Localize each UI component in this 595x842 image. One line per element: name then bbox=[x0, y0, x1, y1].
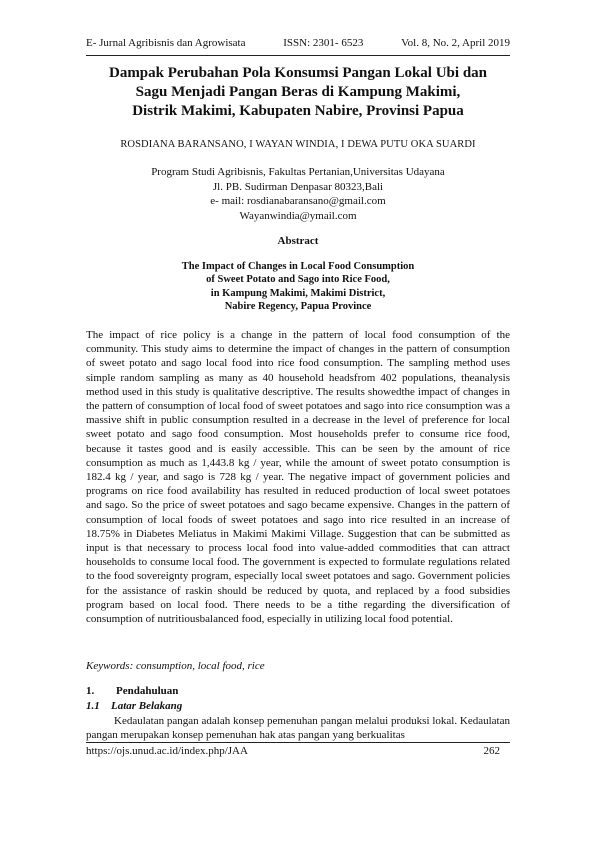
body-paragraph: Kedaulatan pangan adalah konsep pemenuhan pangan melalui produksi lokal. Kedaulatan pangan merupakan konsep pemenuhan hak atas pangan yang berkualitas bbox=[86, 715, 510, 741]
address-line: Jl. PB. Sudirman Denpasar 80323,Bali bbox=[212, 180, 384, 193]
title-line: Distrik Makimi, Kabupaten Nabire, Provinsi Papua bbox=[132, 103, 464, 119]
running-header bbox=[86, 37, 510, 49]
page-number: 262 bbox=[483, 745, 500, 757]
english-title-line: in Kampung Makimi, Makimi District, bbox=[210, 287, 386, 299]
english-title-line: of Sweet Potato and Sago into Rice Food, bbox=[206, 274, 390, 286]
title-line: Sagu Menjadi Pangan Beras di Kampung Makimi, bbox=[135, 84, 461, 100]
section-title: Pendahuluan bbox=[116, 685, 179, 697]
journal-name: E- Jurnal Agribisnis dan Agrowisata bbox=[86, 37, 246, 49]
email-line: Wayanwindia@ymail.com bbox=[239, 209, 357, 222]
subsection-heading bbox=[86, 700, 510, 712]
paper-title bbox=[86, 64, 510, 121]
english-title bbox=[86, 260, 510, 313]
subsection-number: 1.1 bbox=[86, 700, 100, 712]
section-number: 1. bbox=[86, 685, 95, 697]
page-footer bbox=[86, 745, 510, 757]
section-heading bbox=[86, 685, 510, 697]
email-line: e- mail: rosdianabaransano@gmail.com bbox=[210, 195, 386, 207]
english-title-line: Nabire Regency, Papua Province bbox=[224, 300, 372, 312]
author-list: ROSDIANA BARANSANO, I WAYAN WINDIA, I DEWA PUTU OKA SUARDI bbox=[120, 139, 476, 150]
journal-url: https://ojs.unud.ac.id/index.php/JAA bbox=[86, 745, 248, 757]
title-line: Dampak Perubahan Pola Konsumsi Pangan Lokal Ubi dan bbox=[108, 65, 488, 81]
footer-rule bbox=[86, 742, 510, 743]
english-title-line: The Impact of Changes in Local Food Consumption bbox=[181, 261, 415, 272]
affiliation-line: Program Studi Agribisnis, Fakultas Pertanian,Universitas Udayana bbox=[151, 166, 445, 178]
keywords: Keywords: consumption, local food, rice bbox=[86, 660, 265, 672]
affiliation-block bbox=[86, 165, 510, 223]
subsection-title: Latar Belakang bbox=[111, 700, 183, 712]
header-rule bbox=[86, 55, 510, 56]
abstract-body: The impact of rice policy is a change in the pattern of local food consumption of the community. This study aims to determine the impact of changes in the pattern of consumption of sweet potato and sago local food into rice food consumption. The sampling method uses simple random sampling as many as 40 household headsfrom 402 populations, theanalysis method used in this study is qualitative descriptive. The results showedthe impact of changes in the pattern of consumption of local food of sweet potatoes and sago into rice consumption was a massive shift in public consumption resulted in a decrease in the level of preference for local sweet potato and sago food consumption. Most households prefer to consume rice food, because it tastes good and is easily accessible. This can be seen by the amount of rice consumption as much as 1,443.8 kg / year, while the amount of sweet potato consumption is 182.4 kg / year, and sago is 728 kg / year. The negative impact of government policies and programs on rice food availability has resulted in reduced production of local sweet potatoes and sago. So the price of sweet potatoes and sago became expensive. Changes in the pattern of consumption of local foods of sweet potatoes and sago into rice resulted in an increase of 18.75% in Diabetes Meliatus in Makimi Makimi Village. Suggestion that can be submitted as input is that necessary to process local food into value-added commodities that can attract households to consume local food. The government is expected to formulate regulations related to the food sovereignty program, especially local sweet potatoes and sago. Government policies for the assistance of raskin should be reduced by quota, and replaced by a food subsidies program based on local food. There needs to be a tithe regarding the diversification of consumption of nutritiousbalanced food, especially in utilizing local food potential. bbox=[86, 329, 511, 626]
abstract-heading: Abstract bbox=[277, 235, 319, 247]
volume-info: Vol. 8, No. 2, April 2019 bbox=[401, 37, 510, 49]
issn: ISSN: 2301- 6523 bbox=[283, 37, 364, 49]
